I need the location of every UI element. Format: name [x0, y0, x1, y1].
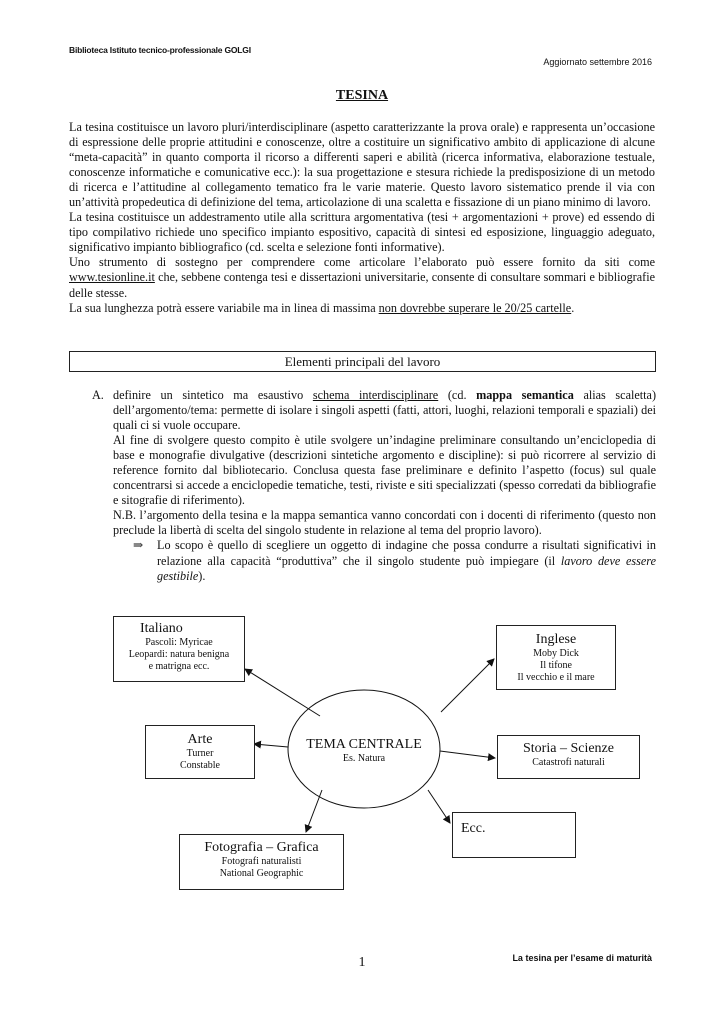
node-italiano-title: Italiano [140, 621, 183, 636]
node-inglese-line-2: Il tifone [540, 660, 572, 671]
arrow-to-storia [440, 751, 495, 758]
node-arte [145, 725, 255, 779]
tesionline-link[interactable]: www.tesionline.it [69, 270, 155, 285]
list-a-p4-italic: lavoro deve essere gestibile [157, 553, 656, 583]
intro-p4-text: La sua lunghezza potrà essere variabile ma in linea di massima [69, 300, 379, 315]
node-inglese-line-1: Moby Dick [533, 648, 579, 659]
list-a-p4-text: Lo scopo è quello di scegliere un oggetto di indagine che possa condurre a risultati significativi in relazione alla capacità “produttiva” che il singolo studente può impiegare (il [157, 538, 656, 568]
arrow-to-fotografia [306, 790, 322, 832]
node-fotografia-grafica [179, 834, 344, 890]
node-italiano-line-1: Pascoli: Myricae [145, 637, 213, 648]
arrow-to-arte [254, 744, 288, 747]
arrow-to-inglese [441, 659, 494, 712]
list-a-text-3: alias scaletta) dell’argomento/tema: permette di isolare i singoli aspetti (fatti, attori, luoghi, relazioni temporali e spaziali) dei quali ci si vuole occupare. [113, 388, 657, 433]
list-a-text: definire un sintetico ma esaustivo [113, 388, 313, 402]
arrow-to-italiano [245, 669, 320, 716]
node-italiano-line-3: e matrigna ecc. [148, 661, 210, 672]
node-storia-scienze [497, 735, 640, 779]
intro-p4-end: . [571, 300, 575, 315]
header-update-date: Aggiornato settembre 2016 [543, 57, 652, 67]
list-label: A. [92, 388, 104, 402]
node-italiano-line-2: Leopardi: natura benigna [128, 649, 230, 660]
node-inglese-line-3: Il vecchio e il mare [517, 672, 595, 683]
footer-document-title: La tesina per l’esame di maturità [512, 953, 652, 963]
node-arte-line-1: Turner [186, 748, 214, 759]
intro-p3-text-end: che, sebbene contenga tesi e dissertazioni universitarie, consente di consultare sommari e bibliografie delle stesse. [69, 270, 655, 300]
node-arte-line-2: Constable [180, 760, 220, 771]
node-storia-title: Storia – Scienze [523, 741, 614, 756]
list-a-text-2: (cd. [438, 388, 477, 402]
center-node-subtitle: Es. Natura [342, 753, 386, 764]
node-fotografia-title: Fotografia – Grafica [204, 840, 319, 855]
node-ecc [452, 812, 576, 858]
header-library-name: Biblioteca Istituto tecnico-professionale GOLGI [69, 45, 251, 55]
section-heading-box: Elementi principali del lavoro [69, 351, 656, 372]
page-title: TESINA [335, 88, 389, 103]
list-a-bold: mappa semantica [476, 388, 574, 402]
arrow-to-ecc [428, 790, 450, 823]
node-inglese-title: Inglese [535, 632, 577, 647]
list-a-p4-end: ). [198, 568, 206, 583]
center-node-title: TEMA CENTRALE [306, 737, 422, 752]
list-a-paragraph-2: Al fine di svolgere questo compito è utile svolgere un’indagine preliminare consultando un’enciclopedia di base e monografie divulgative (descrizioni sintetiche argomento e discipline): si può ricorrere al servizio di reference fornito dal bibliotecario. Conclusa questa fase preliminare e definito l’aspetto (focus) sul quale concentrarsi si accede a enciclopedie tematiche, testi, riviste e siti specializzati (spesso corredati da bibliografie e sitografie di riferimento). [113, 433, 656, 508]
intro-p3-text: Uno strumento di sostegno per comprendere come articolare l’elaborato può essere fornito da siti come [69, 255, 655, 270]
center-node-label [288, 736, 440, 765]
node-fotografia-line-2: National Geographic [219, 868, 304, 879]
list-a-underlined: schema interdisciplinare [312, 388, 439, 402]
node-storia-line-1: Catastrofi naturali [532, 757, 605, 768]
node-ecc-title: Ecc. [461, 821, 486, 836]
page-number: 1 [358, 955, 366, 970]
node-arte-title: Arte [187, 732, 213, 747]
node-inglese [496, 625, 616, 690]
list-a-paragraph-3: N.B. l’argomento della tesina e la mappa semantica vanno concordati con i docenti di riferimento (questo non preclude la libertà di scelta del singolo studente in relazione al tema del proprio lavoro). [113, 508, 656, 538]
intro-paragraph-1: La tesina costituisce un lavoro pluri/interdisciplinare (aspetto caratterizzante la prova orale) e rappresenta un’occasione di espressione delle proprie attitudini e conoscenze, oltre a costituire un significativo ambito di applicazione di alcune “meta-capacità” in quanto comporta il ricorso a differenti saperi e abilità (ricerca informativa, elaborazione testuale, conoscenze informatiche e comunicative ecc.): la sua progettazione e stesura richiede la predisposizione di un metodo di ricerca e l’attitudine al collegamento tematico fra le varie materie. Questo lavoro sistematico prende il via con un’attività propedeutica di definizione del tema, articolazione di una scaletta e fissazione di un piano minimo di lavoro. [69, 120, 655, 210]
length-limit-text: non dovrebbe superare le 20/25 cartelle [378, 300, 572, 315]
node-fotografia-line-1: Fotografi naturalisti [221, 856, 302, 867]
intro-paragraph-2: La tesina costituisce un addestramento utile alla scrittura argomentativa (tesi + argomentazioni + prove) ed essendo di tipo compilativo richiede uno specifico impianto espositivo, capacità di sintesi ed esposizione, linguaggio adeguato, significativo impianto bibliografico (cd. scelta e selezione fonti informative). [69, 210, 655, 255]
implies-arrow-icon: ⇒ [133, 538, 144, 553]
node-italiano [113, 616, 245, 682]
